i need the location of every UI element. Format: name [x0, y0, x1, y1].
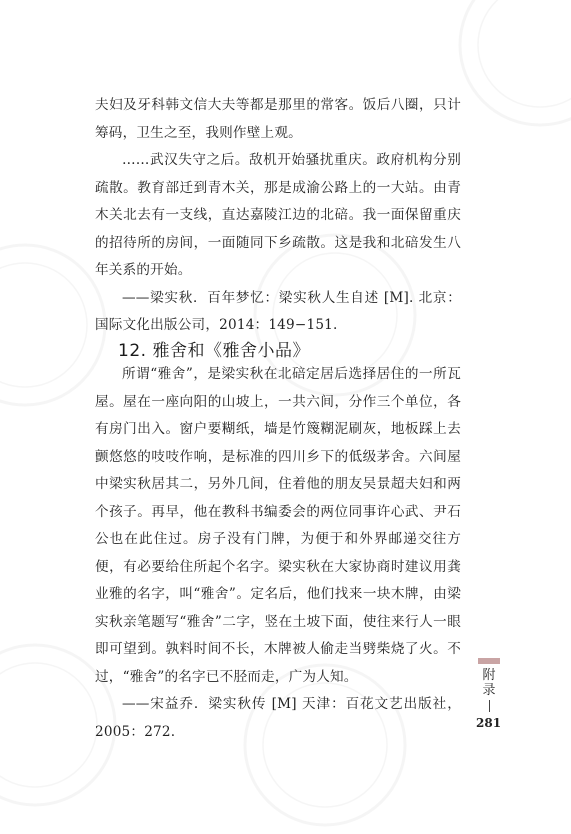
- paragraph-wuhan: ……武汉失守之后。敌机开始骚扰重庆。政府机构分别疏散。教育部迁到青木关，那是成渝公路上的一大站。由青木关北去有一支线，直达嘉陵江边的北碚。我一面保留重庆的招待所的房间，一面随同下乡疏散。这是我和北碚发生八年关系的开始。: [95, 152, 461, 278]
- watermark-seal-icon: [0, 640, 120, 810]
- appendix-side-tab: [478, 658, 500, 714]
- side-tab-char-2: 录: [482, 683, 496, 698]
- side-tab-char-3-dash: [489, 700, 490, 712]
- watermark-seal-icon: [250, 230, 420, 400]
- paragraph-continued: 夫妇及牙科韩文信大夫等都是那里的常客。饭后八圈，只计筹码，卫生之至，我则作壁上观。: [95, 97, 461, 141]
- watermark-seal-icon: [240, 660, 410, 830]
- citation-song-yiqiao: ——宋益乔．梁实秋传 [M] 天津：百花文艺出版社，2005：272.: [95, 696, 461, 740]
- side-tab-char-1: 附: [482, 668, 496, 683]
- page-number: 281: [476, 716, 502, 730]
- watermark-seal-icon: [0, 240, 110, 410]
- section-heading: 12. 雅舍和《雅舍小品》: [118, 341, 310, 361]
- side-tab-accent-bar: [478, 658, 500, 664]
- watermark-seal-icon: [455, 0, 571, 130]
- citation-liang-shiqiu: ——梁实秋．百年梦忆：梁实秋人生自述 [M]. 北京：国际文化出版公司，2014：149−151.: [95, 289, 461, 333]
- paragraph-yashe: 所谓“雅舍”，是梁实秋在北碚定居后选择居住的一所瓦屋。屋在一座向阳的山坡上，一共六间，分作三个单位，各有房门出入。窗户要糊纸，墙是竹篾糊泥刷灰，地板踩上去颤悠悠的吱吱作响，是标准的四川乡下的低级茅舍。六间屋中梁实秋居其二，另外几间，住着他的朋友吴景超夫妇和两个孩子。再早，他在教科书编委会的两位同事许心武、尹石公也在此住过。房子没有门牌，为便于和外界邮递交往方便，有必要给住所起个名字。梁实秋在大家协商时建议用龚业雅的名字，叫“雅舍”。定名后，他们找来一块木牌，由梁实秋亲笔题写“雅舍”二字，竖在土坡下面，使往来行人一眼即可望到。孰料时间不长，木牌被人偷走当劈柴烧了火。不过，“雅舍”的名字已不胫而走，广为人知。: [95, 366, 461, 685]
